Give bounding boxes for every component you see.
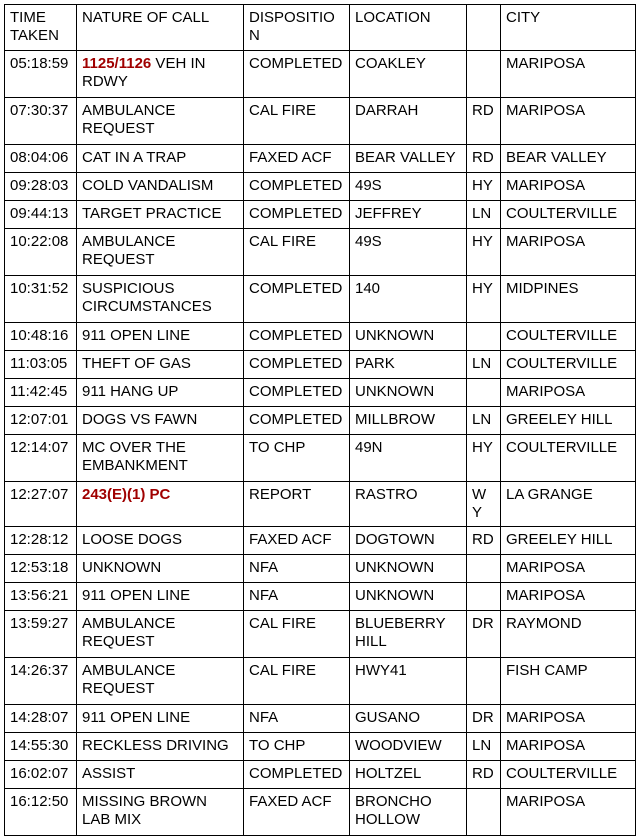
table-row	[5, 379, 636, 407]
cell-time: 14:26:37	[5, 658, 77, 705]
cell-nature	[77, 705, 244, 733]
call-log-table	[4, 4, 636, 836]
cell-nature	[77, 611, 244, 658]
cell-city: MARIPOSA	[501, 705, 636, 733]
cell-location: 49S	[350, 229, 467, 276]
cell-city: COULTERVILLE	[501, 435, 636, 482]
cell-disposition: COMPLETED	[244, 201, 350, 229]
cell-nature	[77, 583, 244, 611]
cell-city: COULTERVILLE	[501, 351, 636, 379]
cell-street-suffix: DR	[467, 705, 501, 733]
cell-street-suffix: LN	[467, 407, 501, 435]
nature-text: DOGS VS FAWN	[82, 411, 198, 428]
cell-nature	[77, 351, 244, 379]
header-city: CITY	[501, 5, 636, 51]
table-row	[5, 98, 636, 145]
nature-text: SUSPICIOUS CIRCUMSTANCES	[82, 280, 212, 315]
header-suffix	[467, 5, 501, 51]
nature-text: LOOSE DOGS	[82, 531, 183, 548]
cell-city: MARIPOSA	[501, 98, 636, 145]
cell-street-suffix: HY	[467, 276, 501, 323]
cell-time: 10:48:16	[5, 323, 77, 351]
cell-location: GUSANO	[350, 705, 467, 733]
cell-disposition: NFA	[244, 705, 350, 733]
table-row	[5, 407, 636, 435]
cell-city: MARIPOSA	[501, 229, 636, 276]
nature-text: 911 OPEN LINE	[82, 709, 191, 726]
cell-street-suffix	[467, 555, 501, 583]
cell-city: GREELEY HILL	[501, 407, 636, 435]
cell-city: MARIPOSA	[501, 173, 636, 201]
cell-nature	[77, 379, 244, 407]
cell-time: 09:28:03	[5, 173, 77, 201]
nature-text: AMBULANCE REQUEST	[82, 233, 176, 268]
table-row	[5, 229, 636, 276]
cell-disposition: COMPLETED	[244, 51, 350, 98]
nature-text: ASSIST	[82, 765, 136, 782]
cell-city: COULTERVILLE	[501, 201, 636, 229]
cell-nature	[77, 789, 244, 836]
nature-text: 911 HANG UP	[82, 383, 179, 400]
nature-text: AMBULANCE REQUEST	[82, 615, 176, 650]
cell-disposition: COMPLETED	[244, 173, 350, 201]
cell-street-suffix: WY	[467, 482, 501, 527]
cell-disposition: COMPLETED	[244, 761, 350, 789]
table-row	[5, 733, 636, 761]
nature-text: MISSING BROWN LAB MIX	[82, 793, 208, 828]
nature-text: THEFT OF GAS	[82, 355, 191, 372]
cell-street-suffix: DR	[467, 611, 501, 658]
cell-location: UNKNOWN	[350, 379, 467, 407]
cell-nature	[77, 201, 244, 229]
table-row	[5, 658, 636, 705]
cell-location: 140	[350, 276, 467, 323]
table-row	[5, 555, 636, 583]
cell-city: COULTERVILLE	[501, 761, 636, 789]
cell-time: 12:27:07	[5, 482, 77, 527]
table-row	[5, 583, 636, 611]
cell-time: 12:14:07	[5, 435, 77, 482]
cell-location: UNKNOWN	[350, 583, 467, 611]
cell-nature	[77, 229, 244, 276]
nature-text: AMBULANCE REQUEST	[82, 662, 176, 697]
cell-disposition: REPORT	[244, 482, 350, 527]
nature-text: AMBULANCE REQUEST	[82, 102, 176, 137]
cell-location: UNKNOWN	[350, 555, 467, 583]
cell-disposition: CAL FIRE	[244, 98, 350, 145]
table-body	[5, 51, 636, 836]
cell-street-suffix: HY	[467, 173, 501, 201]
header-row	[5, 5, 636, 51]
cell-city: MARIPOSA	[501, 733, 636, 761]
cell-time: 12:07:01	[5, 407, 77, 435]
cell-city: COULTERVILLE	[501, 323, 636, 351]
cell-time: 12:53:18	[5, 555, 77, 583]
cell-nature	[77, 51, 244, 98]
cell-nature	[77, 733, 244, 761]
cell-disposition: CAL FIRE	[244, 611, 350, 658]
cell-time: 13:56:21	[5, 583, 77, 611]
table-row	[5, 323, 636, 351]
nature-highlight-code: 1125/1126	[82, 55, 152, 72]
cell-city: MARIPOSA	[501, 555, 636, 583]
nature-highlight-code: 243(E)(1) PC	[82, 486, 171, 503]
cell-disposition: NFA	[244, 555, 350, 583]
cell-time: 07:30:37	[5, 98, 77, 145]
cell-location: 49N	[350, 435, 467, 482]
cell-disposition: FAXED ACF	[244, 789, 350, 836]
cell-street-suffix	[467, 789, 501, 836]
cell-disposition: CAL FIRE	[244, 229, 350, 276]
cell-street-suffix: RD	[467, 527, 501, 555]
cell-city: GREELEY HILL	[501, 527, 636, 555]
cell-time: 10:22:08	[5, 229, 77, 276]
table-row	[5, 527, 636, 555]
cell-city: MARIPOSA	[501, 789, 636, 836]
nature-text: VEH IN RDWY	[82, 55, 206, 90]
cell-time: 05:18:59	[5, 51, 77, 98]
cell-time: 09:44:13	[5, 201, 77, 229]
nature-text: 911 OPEN LINE	[82, 327, 191, 344]
header-disposition: DISPOSITION	[244, 5, 350, 51]
cell-disposition: COMPLETED	[244, 351, 350, 379]
cell-location: UNKNOWN	[350, 323, 467, 351]
cell-city: LA GRANGE	[501, 482, 636, 527]
table-row	[5, 611, 636, 658]
nature-text: 911 OPEN LINE	[82, 587, 191, 604]
cell-location: JEFFREY	[350, 201, 467, 229]
cell-nature	[77, 555, 244, 583]
cell-city: RAYMOND	[501, 611, 636, 658]
cell-street-suffix: HY	[467, 229, 501, 276]
nature-text: TARGET PRACTICE	[82, 205, 222, 222]
cell-city: MARIPOSA	[501, 51, 636, 98]
cell-city: BEAR VALLEY	[501, 145, 636, 173]
cell-street-suffix	[467, 379, 501, 407]
cell-nature	[77, 527, 244, 555]
table-row	[5, 761, 636, 789]
cell-street-suffix: RD	[467, 98, 501, 145]
table-row	[5, 51, 636, 98]
cell-time: 11:03:05	[5, 351, 77, 379]
table-row	[5, 789, 636, 836]
cell-location: 49S	[350, 173, 467, 201]
cell-location: BEAR VALLEY	[350, 145, 467, 173]
cell-time: 11:42:45	[5, 379, 77, 407]
table-row	[5, 435, 636, 482]
cell-street-suffix	[467, 323, 501, 351]
table-row	[5, 201, 636, 229]
cell-location: RASTRO	[350, 482, 467, 527]
cell-street-suffix: LN	[467, 201, 501, 229]
cell-nature	[77, 482, 244, 527]
cell-disposition: TO CHP	[244, 435, 350, 482]
cell-street-suffix	[467, 583, 501, 611]
table-row	[5, 173, 636, 201]
table-row	[5, 351, 636, 379]
header-nature: NATURE OF CALL	[77, 5, 244, 51]
cell-nature	[77, 145, 244, 173]
cell-location: HWY41	[350, 658, 467, 705]
cell-location: DOGTOWN	[350, 527, 467, 555]
cell-time: 14:55:30	[5, 733, 77, 761]
cell-city: FISH CAMP	[501, 658, 636, 705]
nature-text: MC OVER THE EMBANKMENT	[82, 439, 188, 474]
cell-nature	[77, 98, 244, 145]
cell-disposition: COMPLETED	[244, 407, 350, 435]
cell-location: MILLBROW	[350, 407, 467, 435]
header-time: TIME TAKEN	[5, 5, 77, 51]
cell-disposition: COMPLETED	[244, 276, 350, 323]
cell-city: MARIPOSA	[501, 379, 636, 407]
cell-disposition: NFA	[244, 583, 350, 611]
cell-street-suffix: HY	[467, 435, 501, 482]
cell-nature	[77, 323, 244, 351]
table-row	[5, 276, 636, 323]
cell-street-suffix: RD	[467, 761, 501, 789]
cell-disposition: FAXED ACF	[244, 527, 350, 555]
nature-text: CAT IN A TRAP	[82, 149, 187, 166]
cell-time: 13:59:27	[5, 611, 77, 658]
table-row	[5, 705, 636, 733]
cell-time: 10:31:52	[5, 276, 77, 323]
cell-disposition: FAXED ACF	[244, 145, 350, 173]
cell-nature	[77, 435, 244, 482]
cell-location: BLUEBERRY HILL	[350, 611, 467, 658]
cell-location: COAKLEY	[350, 51, 467, 98]
cell-time: 12:28:12	[5, 527, 77, 555]
table-row	[5, 145, 636, 173]
cell-city: MARIPOSA	[501, 583, 636, 611]
cell-time: 08:04:06	[5, 145, 77, 173]
cell-time: 16:12:50	[5, 789, 77, 836]
cell-location: HOLTZEL	[350, 761, 467, 789]
nature-text: RECKLESS DRIVING	[82, 737, 229, 754]
nature-text: COLD VANDALISM	[82, 177, 214, 194]
table-row	[5, 482, 636, 527]
cell-location: WOODVIEW	[350, 733, 467, 761]
cell-nature	[77, 658, 244, 705]
cell-nature	[77, 276, 244, 323]
nature-text: UNKNOWN	[82, 559, 162, 576]
cell-street-suffix: RD	[467, 145, 501, 173]
cell-location: BRONCHO HOLLOW	[350, 789, 467, 836]
cell-street-suffix: LN	[467, 733, 501, 761]
header-location: LOCATION	[350, 5, 467, 51]
cell-nature	[77, 761, 244, 789]
cell-city: MIDPINES	[501, 276, 636, 323]
cell-location: PARK	[350, 351, 467, 379]
cell-street-suffix	[467, 51, 501, 98]
cell-disposition: COMPLETED	[244, 323, 350, 351]
cell-disposition: CAL FIRE	[244, 658, 350, 705]
cell-street-suffix: LN	[467, 351, 501, 379]
cell-time: 14:28:07	[5, 705, 77, 733]
cell-nature	[77, 407, 244, 435]
cell-location: DARRAH	[350, 98, 467, 145]
cell-disposition: COMPLETED	[244, 379, 350, 407]
cell-nature	[77, 173, 244, 201]
cell-disposition: TO CHP	[244, 733, 350, 761]
cell-street-suffix	[467, 658, 501, 705]
cell-time: 16:02:07	[5, 761, 77, 789]
